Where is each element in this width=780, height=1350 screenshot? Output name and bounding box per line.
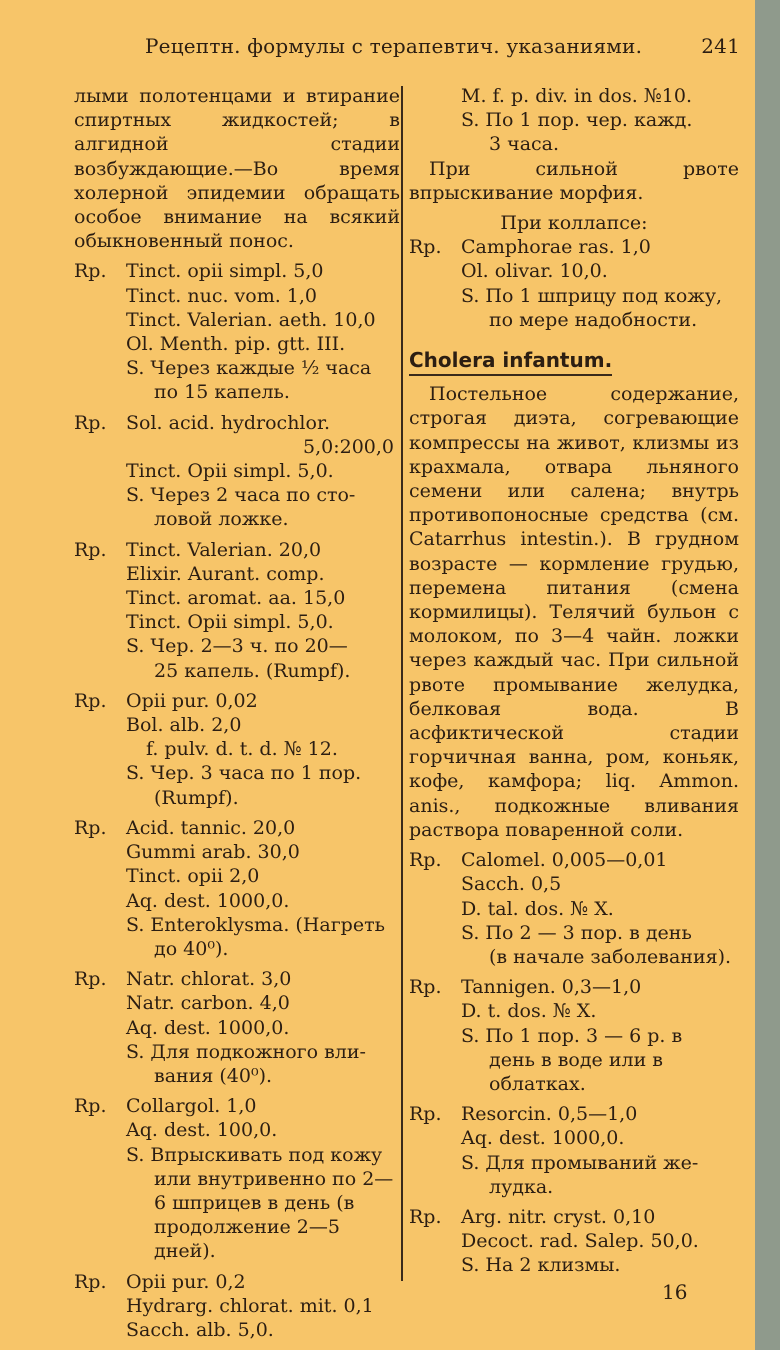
recipe bbox=[74, 259, 400, 404]
ingredient-line: Collargol. 1,0 bbox=[126, 1095, 257, 1118]
ingredient-line: D. t. dos. № X. bbox=[461, 1000, 597, 1023]
collapse-recipe bbox=[409, 235, 739, 332]
recipe bbox=[409, 235, 739, 332]
ingredient-line: Tinct. aromat. aa. 15,0 bbox=[126, 587, 346, 610]
signa-line: S. На 2 клизмы. bbox=[461, 1254, 621, 1277]
ingredient-line: Sol. acid. hydrochlor. bbox=[126, 411, 330, 434]
collapse-heading: При коллапсе: bbox=[500, 212, 648, 235]
ingredient-line: Tinct. Opii simpl. 5,0. bbox=[126, 460, 334, 483]
recipe bbox=[74, 538, 400, 683]
ingredient-line: Acid. tannic. 20,0 bbox=[126, 816, 296, 839]
recipe-body bbox=[126, 259, 400, 404]
ingredient-line: Hydrarg. chlorat. mit. 0,1 bbox=[126, 1294, 374, 1317]
right-recipes bbox=[409, 842, 739, 1277]
signa-continuation: 25 капель. (Rumpf). bbox=[154, 659, 351, 682]
ingredient-line: Ol. olivar. 10,0. bbox=[461, 260, 608, 283]
ingredient-line: Sacch. alb. 5,0. bbox=[126, 1318, 274, 1341]
rp-label: Rp. bbox=[409, 1103, 442, 1126]
recipe-body bbox=[461, 848, 739, 969]
signa-line: S. Чер. 3 часа по 1 пор. bbox=[126, 762, 362, 785]
ingredient-line: Camphorae ras. 1,0 bbox=[461, 236, 651, 259]
recipe bbox=[409, 975, 739, 1096]
ingredient-line: Tinct. Valerian. 20,0 bbox=[126, 538, 322, 561]
ingredient-line: Gummi arab. 30,0 bbox=[126, 841, 300, 864]
recipe bbox=[409, 1205, 739, 1278]
signa-continuation: вания (40⁰). bbox=[154, 1064, 273, 1087]
signa-line: S. Чер. 2—3 ч. по 20— bbox=[126, 635, 348, 658]
signa-line: S. По 1 шприцу под кожу, bbox=[461, 284, 723, 307]
ingredient-line: Tinct. Opii simpl. 5,0. bbox=[126, 611, 334, 634]
continued-recipe bbox=[409, 84, 739, 157]
signa-continuation: (Rumpf). bbox=[154, 786, 239, 809]
signa-continuation: по мере надобности. bbox=[489, 308, 698, 331]
signa-continuation: лудка. bbox=[489, 1175, 554, 1198]
rp-label: Rp. bbox=[74, 538, 107, 561]
right-column bbox=[409, 84, 739, 1278]
signa-line: S. Для подкожного вли- bbox=[126, 1040, 366, 1063]
ingredient-line: Calomel. 0,005—0,01 bbox=[461, 849, 668, 872]
recipe-line: S. По 1 пор. чер. кажд. bbox=[461, 109, 693, 132]
recipe-body bbox=[126, 816, 400, 961]
rp-label: Rp. bbox=[409, 849, 442, 872]
rp-label: Rp. bbox=[74, 1270, 107, 1293]
signa-line: S. По 1 пор. 3 — 6 р. в bbox=[461, 1024, 683, 1047]
ingredient-line: Bol. alb. 2,0 bbox=[126, 714, 242, 737]
ingredient-line: Opii pur. 0,02 bbox=[126, 689, 258, 712]
recipe bbox=[74, 816, 400, 961]
ingredient-line: Tinct. opii 2,0 bbox=[126, 865, 260, 888]
rp-label: Rp. bbox=[74, 689, 107, 712]
signa-continuation: (в начале заболевания). bbox=[489, 945, 732, 968]
recipe-line: M. f. p. div. in dos. №10. bbox=[461, 85, 692, 107]
rp-label: Rp. bbox=[74, 968, 107, 991]
signa-line: S. Через 2 часа по сто- bbox=[126, 484, 356, 507]
recipe-body bbox=[126, 689, 400, 810]
signa-continuation: ловой ложке. bbox=[154, 508, 289, 531]
rp-label: Rp. bbox=[74, 1095, 107, 1118]
signa-line: S. Впрыскивать под кожу bbox=[126, 1143, 383, 1166]
ingredient-line: Elixir. Aurant. comp. bbox=[126, 562, 325, 585]
rp-label: Rp. bbox=[74, 260, 107, 283]
recipe-body bbox=[126, 1270, 400, 1343]
rp-label: Rp. bbox=[409, 976, 442, 999]
ingredient-line: Aq. dest. 1000,0. bbox=[461, 1127, 625, 1150]
recipe-body bbox=[461, 235, 739, 332]
header-title: Рецептн. формулы с терапевтич. указаниями. bbox=[145, 34, 643, 58]
ingredient-line: Natr. carbon. 4,0 bbox=[126, 992, 290, 1015]
signature-mark: 16 bbox=[662, 1280, 688, 1304]
rp-label: Rp. bbox=[74, 816, 107, 839]
ingredient-line: Aq. dest. 1000,0. bbox=[126, 1016, 290, 1039]
recipe bbox=[74, 411, 400, 532]
ingredient-line: D. tal. dos. № X. bbox=[461, 897, 614, 920]
recipe bbox=[409, 848, 739, 969]
ingredient-line: Sacch. 0,5 bbox=[461, 873, 562, 896]
recipe-body bbox=[126, 411, 400, 532]
ingredient-line: Resorcin. 0,5—1,0 bbox=[461, 1103, 638, 1126]
ingredient-line: Tinct. nuc. vom. 1,0 bbox=[126, 284, 318, 307]
ingredient-line: f. pulv. d. t. d. № 12. bbox=[146, 738, 338, 761]
rp-label: Rp. bbox=[74, 411, 107, 434]
recipe-body bbox=[461, 975, 739, 1096]
rp-label: Rp. bbox=[409, 236, 442, 259]
signa-continuation: или внутривенно по 2—6 шприцев в день (в продолжение 2—5 дней). bbox=[154, 1167, 394, 1263]
signa-line: S. Enteroklysma. (Нагреть bbox=[126, 913, 385, 936]
intro-paragraph: лыми полотенцами и втирание спиртных жидкостей; в алгидной стадии возбуждающие.—Во время холерной эпидемии обращать особое внимание на всякий обыкновенный понос. bbox=[74, 85, 400, 253]
recipe bbox=[74, 1094, 400, 1263]
left-recipes bbox=[74, 253, 400, 1342]
ingredient-line: Aq. dest. 1000,0. bbox=[126, 889, 290, 912]
recipe bbox=[74, 1270, 400, 1343]
section-title: Cholera infantum. bbox=[409, 348, 612, 376]
ingredient-line: Opii pur. 0,2 bbox=[126, 1270, 246, 1293]
signa-line: S. Для промываний же- bbox=[461, 1151, 699, 1174]
ingredient-line: Ol. Menth. pip. gtt. III. bbox=[126, 333, 346, 356]
ingredient-line: Decoct. rad. Salep. 50,0. bbox=[461, 1230, 699, 1253]
signa-continuation: до 40⁰). bbox=[154, 937, 229, 960]
ingredient-line: Natr. chlorat. 3,0 bbox=[126, 968, 292, 991]
ingredient-line: Aq. dest. 100,0. bbox=[126, 1119, 278, 1142]
recipe bbox=[409, 1102, 739, 1199]
recipe-body bbox=[126, 538, 400, 683]
recipe-line: 3 часа. bbox=[489, 133, 560, 156]
recipe-body bbox=[126, 1094, 400, 1263]
page-edge bbox=[755, 0, 780, 1350]
ingredient-line: Tannigen. 0,3—1,0 bbox=[461, 976, 642, 999]
recipe bbox=[74, 689, 400, 810]
signa-continuation: по 15 капель. bbox=[154, 381, 290, 404]
column-divider bbox=[401, 86, 403, 1281]
recipe bbox=[74, 967, 400, 1088]
vomit-note: При сильной рвоте впрыскивание морфия. bbox=[409, 157, 739, 204]
signa-continuation: день в воде или в облатках. bbox=[489, 1048, 663, 1095]
section-paragraph: Постельное содержание, строгая диэта, согревающие компрессы на живот, клизмы из крахмала, отвара льняного семени или салена; внутрь противопоносные средства (см. Catarrhus intestin.). В грудном возрасте — кормление грудью, перемена питания (смена кормилицы). Телячий бульон с молоком, по 3—4 чайн. ложки через каждый час. При сильной рвоте промывание желудка, белковая вода. В асфиктической стадии горчичная ванна, ром, коньяк, кофе, камфора; liq. Ammon. anis., подкожные вливания раствора поваренной соли. bbox=[409, 383, 739, 841]
left-column bbox=[74, 84, 400, 1342]
recipe-body bbox=[126, 967, 400, 1088]
recipe-body bbox=[461, 1205, 739, 1278]
signa-line: S. По 2 — 3 пор. в день bbox=[461, 921, 692, 944]
recipe-body bbox=[461, 1102, 739, 1199]
signa-line: S. Через каждые ½ часа bbox=[126, 357, 372, 380]
ingredient-line: Tinct. Valerian. aeth. 10,0 bbox=[126, 308, 376, 331]
page-number: 241 bbox=[701, 34, 740, 58]
ingredient-line: Arg. nitr. cryst. 0,10 bbox=[461, 1205, 656, 1228]
rp-label: Rp. bbox=[409, 1205, 442, 1228]
ingredient-line: Tinct. opii simpl. 5,0 bbox=[126, 260, 324, 283]
ingredient-line: 5,0:200,0 bbox=[302, 435, 394, 458]
